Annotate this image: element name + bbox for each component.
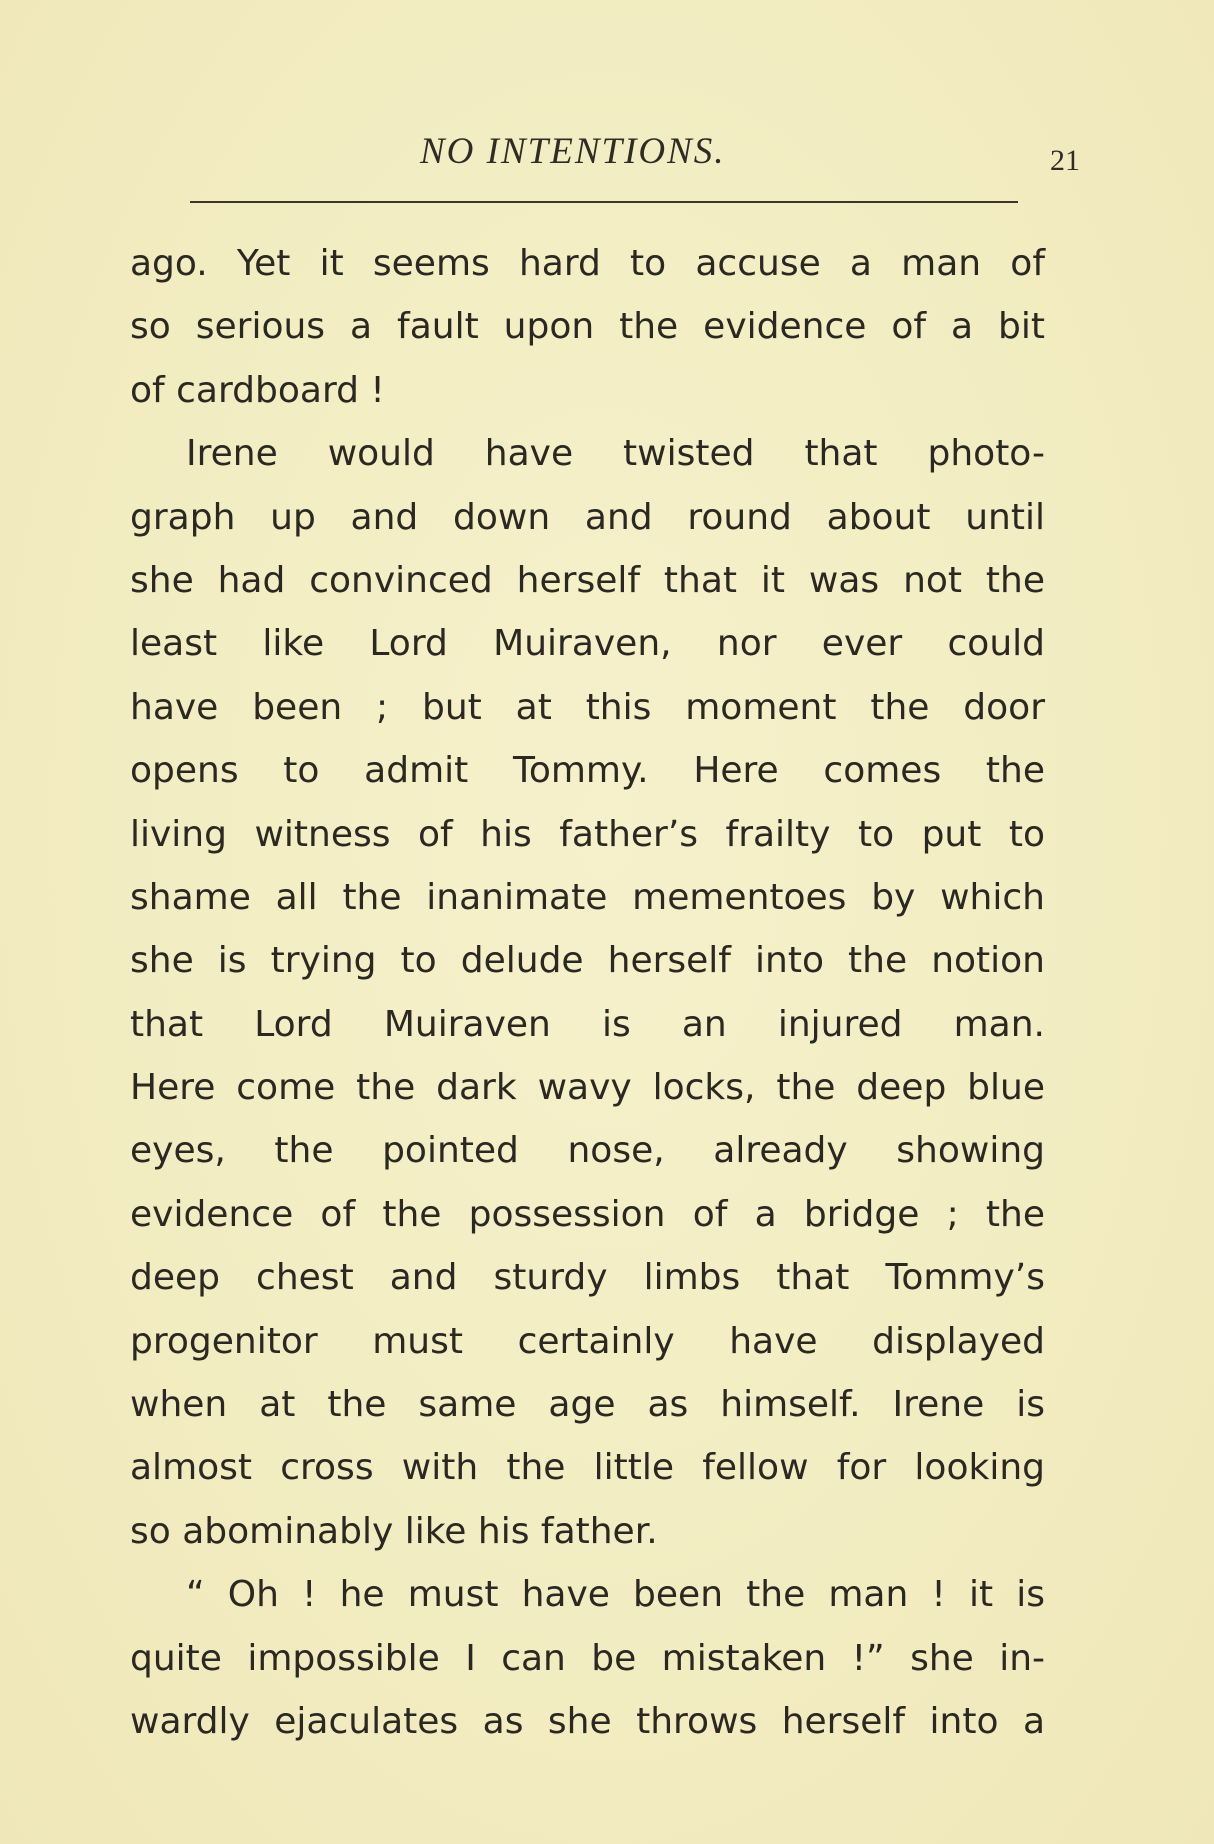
text-line: so abominably like his father.: [130, 1510, 658, 1552]
text-line: have been ; but at this moment the door: [130, 686, 1045, 728]
text-line: ago. Yet it seems hard to accuse a man of: [130, 243, 1045, 284]
text-line: so serious a fault upon the evidence of a bit: [130, 306, 1045, 348]
text-line: wardly ejaculates as she throws herself into a: [130, 1700, 1045, 1742]
text-line: shame all the inanimate mementoes by which: [130, 876, 1045, 918]
text-line: she had convinced herself that it was not the: [130, 559, 1045, 601]
text-line: progenitor must certainly have displayed: [130, 1320, 1045, 1362]
text-line: almost cross with the little fellow for looking: [130, 1447, 1045, 1489]
text-line: least like Lord Muiraven, nor ever could: [130, 623, 1045, 665]
text-line: evidence of the possession of a bridge ; the: [130, 1193, 1045, 1235]
text-line: that Lord Muiraven is an injured man.: [130, 1003, 1045, 1045]
body-text: [130, 232, 1045, 1753]
text-line: quite impossible I can be mistaken !” she in-: [130, 1637, 1045, 1679]
text-line: opens to admit Tommy. Here comes the: [130, 750, 1045, 792]
text-line: of cardboard !: [130, 369, 385, 411]
text-line: Here come the dark wavy locks, the deep blue: [130, 1067, 1045, 1109]
page-number: 21: [1050, 144, 1080, 177]
text-line: living witness of his father’s frailty to put to: [130, 813, 1045, 855]
text-line: “ Oh ! he must have been the man ! it is: [186, 1574, 1045, 1616]
text-line: eyes, the pointed nose, already showing: [130, 1130, 1045, 1172]
header-rule: [190, 201, 1018, 203]
running-title: NO INTENTIONS.: [420, 131, 726, 172]
running-head: [130, 130, 1080, 180]
text-line: Irene would have twisted that photo-: [186, 433, 1045, 475]
text-line: when at the same age as himself. Irene is: [130, 1384, 1045, 1426]
text-line: graph up and down and round about until: [130, 496, 1045, 538]
text-line: she is trying to delude herself into the notion: [130, 940, 1045, 982]
text-line: deep chest and sturdy limbs that Tommy’s: [130, 1257, 1045, 1299]
